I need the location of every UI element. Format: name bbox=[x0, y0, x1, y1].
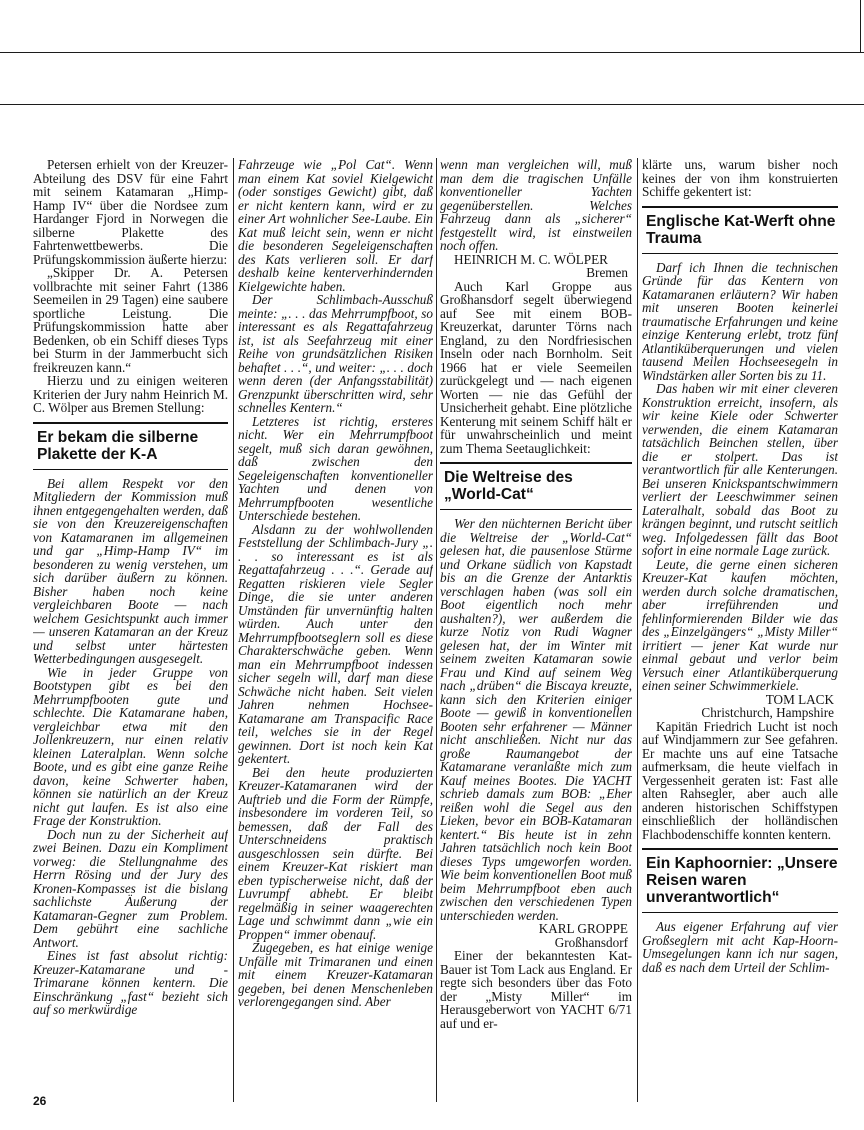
author-signature: Christchurch, Hampshire bbox=[701, 705, 834, 720]
paragraph: Wie in jeder Gruppe von Bootstypen gibt es bei den Mehrrumpfbooten gute und schlechte. Die Katamarane haben, vergleichbar etwa mit den Jollenkreuzern, nur einen relativ kleinen Lateralplan. Wenn solche Boote, und es gibt eine ganze Reihe davon, keine Schwerter haben, können sie natürlich an der Kreuz nicht gut laufen. Es ist also eine Frage der Konstruktion. bbox=[33, 664, 228, 828]
column-divider bbox=[637, 158, 638, 1102]
paragraph: Alsdann zu der wohlwollenden Feststellung der Schlimbach-Jury „. . . so interessant es ist als Regattafahrzeug . . .“. Gerade auf Regatten riskieren viele Segler Dinge, die sie unter anderen Umständen für unvernünftig halten würden. Auch unter den Mehrrumpfbootseglern soll es diese Charakterschwäche geben. Wenn man ein Mehrrumpfboot indessen sicher segeln will, darf man diese Schwäche nicht haben. Seit vielen Jahren nehmen Hochsee-Katamarane am Transpacific Race teil, welches sie in der Regel gewinnen. Dort ist noch kein Kat gekentert. bbox=[238, 521, 433, 766]
page-number: 26 bbox=[33, 1094, 47, 1108]
paragraph: Bei den heute produzierten Kreuzer-Katamaranen wird der Auftrieb und die Form der Rümpfe, insbesondere im vorderen Teil, so bemessen, daß der Fall des Unterschneidens praktisch ausgeschlossen sein dürfte. Bei einem Kreuzer-Kat riskiert man eben typischerweise nicht, daß der Luvrumpf abhebt. Er bleibt regelmäßig in seiner waagerechten Lage und schwimmt dann „wie ein Proppen“ immer obenauf. bbox=[238, 764, 433, 942]
author-signature: Großhansdorf bbox=[554, 934, 628, 950]
paragraph: Kapitän Friedrich Lucht ist noch auf Windjammern zur See gefahren. Er machte uns auf eine Tatsache aufmerksam, die heute vielfach in Vergessenheit geraten ist: Fast alle alten Rahsegler, aber auch alle anderen historischen Schiffstypen einschließlich der holländischen Flachbodenschiffe konnten kentern. bbox=[642, 718, 838, 842]
column-1 bbox=[33, 158, 228, 1098]
paragraph: wenn man vergleichen will, muß man dem die tragischen Unfälle konventioneller Yachten gegenüberstellen. Welches Fahrzeug dann als „sicherer“ festgestellt wird, ist einstweilen noch offen. bbox=[440, 158, 632, 253]
column-2 bbox=[238, 158, 433, 1098]
paragraph: Wer den nüchternen Bericht über die Weltreise der „World-Cat“ gelesen hat, die pausenlose Stürme und Orkane südlich von Kapstadt bis an die Grenze der Antarktis verschlagen haben (was soll ein Boot eigentlich noch mehr aushalten?), wer außerdem die kurze Notiz von Rudi Wagner gelesen hat, der im Winter mit seinem zweiten Katamaran sowie Frau und Kind auf seinem Weg nach „drüben“ die Biscaya kreuzte, kann sich den Kriterien einiger Boote — gewiß in konventionellen Booten sehr erfahrener — Männer nicht anschließen. Nicht nur das große Raumangebot der Katamarane veranlaßte mich zum Kauf meines Bootes. Die YACHT schrieb damals zum BOB: „Eher reißen wohl die Segel aus den Lieken, bevor ein BOB-Katamaran kentert.“ Bis heute ist in zehn Jahren tatsächlich noch kein Boot dieses Typs umgeworfen worden. Wie beim konventionellen Boot muß beim Mehrrumpfboot eben auch zwischen den verschiedenen Typen unterschieden werden. bbox=[440, 516, 632, 923]
author-signature: HEINRICH M. C. WÖLPER bbox=[454, 251, 608, 267]
top-rule bbox=[0, 52, 864, 53]
author-signature: KARL GROPPE bbox=[538, 921, 628, 936]
paragraph: Hierzu und zu einigen weiteren Kriterien der Jury nahm Heinrich M. C. Wölper aus Bremen Stellung: bbox=[33, 373, 228, 415]
section-heading: Er bekam die silberne Plakette der K-A bbox=[33, 422, 228, 470]
paragraph: Eines ist fast absolut richtig: Kreuzer-Katamarane und -Trimarane können kentern. Die Einschränkung „fast“ bezieht sich auf so merkwürdige bbox=[33, 948, 228, 1017]
paragraph: Fahrzeuge wie „Pol Cat“. Wenn man einem Kat soviel Kielgewicht (oder sonstiges Gewicht) gibt, daß er nicht kentern kann, wird er zu einer Art wohnlicher See-Laube. Ein Kat muß leicht sein, wenn er nicht die besonderen Segeleigenschaften des Kats verlieren soll. Er darf deshalb keine kenterverhindernden Kielgewichte haben. bbox=[238, 158, 433, 294]
paragraph: Bei allem Respekt vor den Mitgliedern der Kommission muß ihnen entgegengehalten werden, daß sie von den Kreuzereigenschaften von Katamaranen im allgemeinen und gar „Himp-Hamp IV“ im besonderen zu wenig verstehen, um sich darüber äußern zu können. Bisher haben noch keine vergleichbaren Boote — nach welchem Gesichtspunkt auch immer — unseren Katamaran an der Kreuz und selbst unter härtesten Wetterbedingungen ausgesegelt. bbox=[33, 475, 228, 666]
header-rule bbox=[0, 104, 864, 105]
section-heading: Ein Kaphoornier: „Unsere Reisen waren unverantwortlich“ bbox=[642, 848, 838, 913]
paragraph: Zugegeben, es hat einige wenige Unfälle mit Trimaranen und einen mit einem Kreuzer-Katamaran gegeben, bei denen Menschenleben verlorengegangen sind. Aber bbox=[238, 940, 433, 1009]
paragraph: Der Schlimbach-Ausschuß meinte: „. . . das Mehrrumpfboot, so interessant es als Regattafahrzeug ist, ist als Seefahrzeug mit einer Reihe von grundsätzlichen Risiken behaftet . . .“, und weiter: „. . . doch wenn deren (der Anfangsstabilität) Grenzpunkt überschritten wird, sehr schnelles Kentern.“ bbox=[238, 292, 433, 415]
paragraph: Letzteres ist richtig, ersteres nicht. Wer ein Mehrrumpfboot segelt, muß sich daran gewöhnen, daß zwischen den Segeleigenschaften konventioneller Yachten und denen von Mehrrumpfbooten wesentliche Unterschiede bestehen. bbox=[238, 413, 433, 523]
paragraph: „Skipper Dr. A. Petersen vollbrachte mit seiner Fahrt (1386 Seemeilen in 29 Tagen) eine saubere sportliche Leistung. Die Prüfungskommission hatte aber Bedenken, ob ein Schiff dieses Typs bei Sturm in der Jammerbucht sich freikreuzen kann.“ bbox=[33, 265, 228, 375]
paragraph: Doch nun zu der Sicherheit auf zwei Beinen. Dazu ein Kompliment vorweg: die Stellungnahme des Herrn Rösing und der Jury des Kronen-Kompasses ist die bislang sachlichste Äußerung der Katamaran-Gegner zum Problem. Dem gebührt eine sachliche Antwort. bbox=[33, 826, 228, 950]
column-divider bbox=[233, 158, 234, 1102]
paragraph: klärte uns, warum bisher noch keines der von ihm konstruierten Schiffe gekentert ist: bbox=[642, 158, 838, 199]
paragraph: Petersen erhielt von der Kreuzer-Abteilung des DSV für eine Fahrt mit seinem Katamaran „Himp-Hamp IV“ über die Nordsee zum Hardanger Fjord in Norwegen die silberne Plakette des Fahrtenwettbewerbs. Die Prüfungskommission äußerte hierzu: bbox=[33, 158, 228, 267]
paragraph: Aus eigener Erfahrung auf vier Großseglern mit acht Kap-Hoorn-Umsegelungen kann ich nur sagen, daß es nach dem Urteil der Schlim- bbox=[642, 919, 838, 975]
section-heading: Englische Kat-Werft ohne Trauma bbox=[642, 206, 838, 254]
column-divider bbox=[436, 158, 437, 1102]
column-3 bbox=[440, 158, 632, 1098]
frame-edge bbox=[860, 0, 861, 52]
paragraph: Auch Karl Groppe aus Großhansdorf segelt überwiegend auf See mit einem BOB-Kreuzerkat, darunter Törns nach England, zu den Nordfriesischen Inseln oder nach Bornholm. Seit 1966 hat er viele Seemeilen zurückgelegt und — nach eigenen Worten — nie das Gefühl der Unsicherheit gehabt. Eine plötzliche Kenterung mit seinem Schiff hält er für unwahrscheinlich und meint zum Thema Seetauglichkeit: bbox=[440, 278, 632, 456]
paragraph: Darf ich Ihnen die technischen Gründe für das Kentern von Katamaranen erläutern? Wir haben mit unseren Booten keinerlei traumatische Erfahrungen und keine einzige Kenterung erlebt, trotz fünf Atlantiküberquerungen und vielen tausend Meilen Hochseesegeln in Windstärken aller Sorten bis zu 11. bbox=[642, 259, 838, 383]
column-4 bbox=[642, 158, 838, 1098]
section-heading: Die Weltreise des „World-Cat“ bbox=[440, 462, 632, 510]
paragraph: Einer der bekanntesten Kat-Bauer ist Tom Lack aus England. Er regte sich besonders über das Foto der „Misty Miller“ im Herausgeberwort von YACHT 6/71 auf und er- bbox=[440, 948, 632, 1031]
author-signature: Bremen bbox=[586, 265, 628, 280]
paragraph: Das haben wir mit einer cleveren Konstruktion erreicht, insofern, als wir keine Kiele oder Schwerter verwenden, die einem Katamaran tatsächlich Beinchen stellen, über die er stolpert. Das ist verantwortlich für alle Kenterungen. Bei unseren Knickspantschwimmern verliert der Leeschwimmer seinen Lateralhalt, sobald das Boot zu krängen beginnt, und rutscht seitlich weg. Infolgedessen fällt das Boot sofort in eine normale Lage zurück. bbox=[642, 381, 838, 558]
paragraph: Leute, die gerne einen sicheren Kreuzer-Kat kaufen möchten, werden durch solche dramatischen, aber irreführenden und fehlinformierenden Bilder wie das des „Einzelgängers“ „Misty Miller“ irritiert — jener Kat wurde nur einmal gebaut und verlor beim Versuch einer Atlantiküberquerung einen seiner Schwimmerkiele. bbox=[642, 556, 838, 693]
author-signature: TOM LACK bbox=[765, 691, 834, 707]
